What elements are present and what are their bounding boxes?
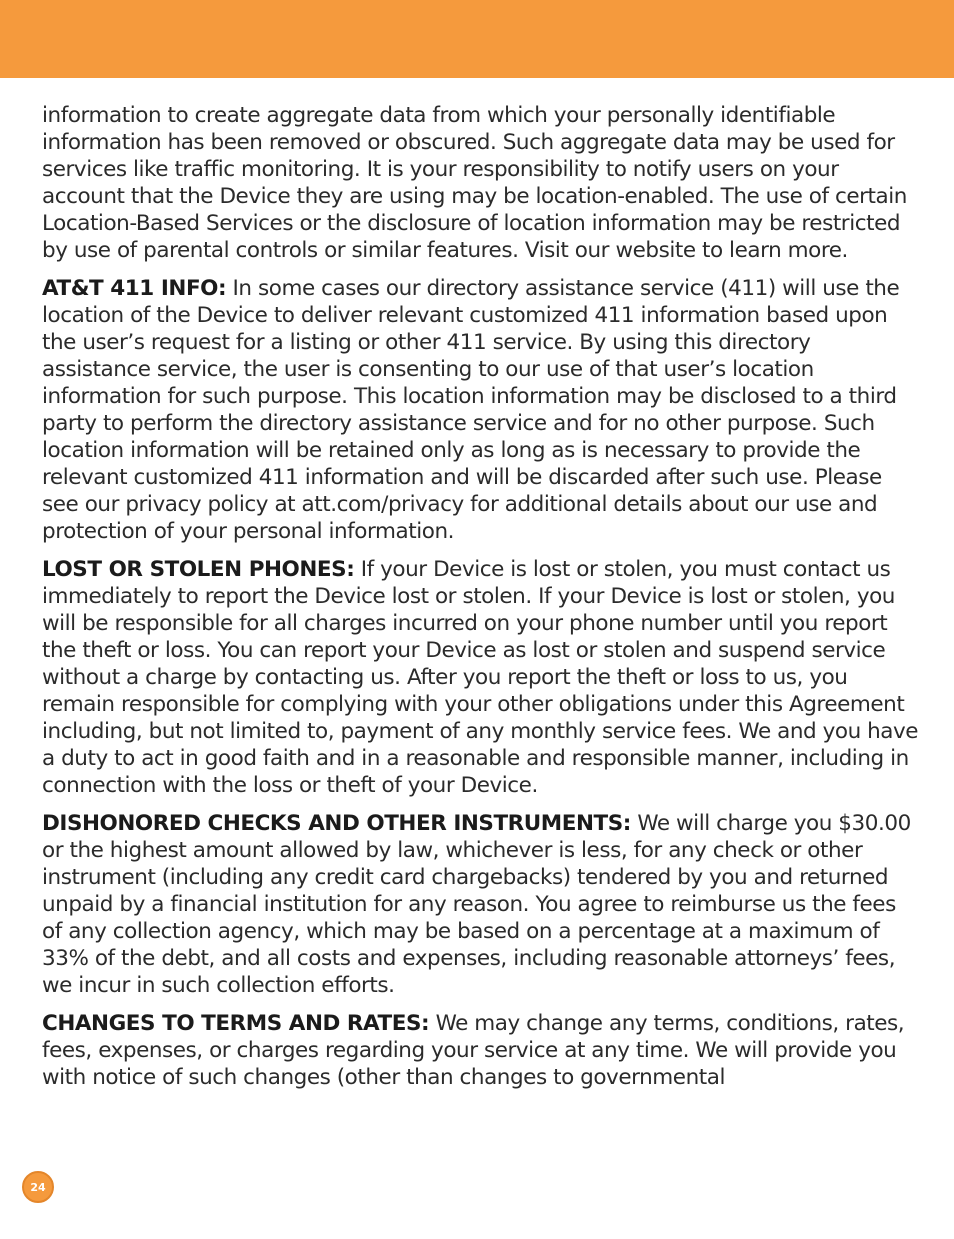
paragraph-text: If your Device is lost or stolen, you must contact us immediately to report the Device lost or stolen. If your Device is lost or stolen, you will be responsible for all charges incurred on your phone number until you report the theft or loss. You can report your Device as lost or stolen and suspend service without a charge by contacting us. After you report the theft or loss to us, you remain responsible for complying with your other obligations under this Agreement including, but not limited to, payment of any monthly service fees. We and you have a duty to act in good faith and in a reasonable and responsible manner, including in connection with the loss or theft of your Device. — [42, 557, 919, 798]
paragraph-text: In some cases our directory assistance service (411) will use the location of the Device to deliver relevant customized 411 information based upon the user’s request for a listing or other 411 service. By using this directory assistance service, the user is consenting to our use of that user’s location information for such purpose. This location information may be disclosed to a third party to perform the directory assistance service and for no other purpose. Such location information will be retained only as long as is necessary to provide the relevant customized 411 information and will be discarded after such use. Please see our privacy policy at att.com/privacy for additional details about our use and protection of your personal information. — [42, 276, 900, 544]
section-heading: AT&T 411 INFO: — [42, 276, 227, 301]
section-heading: DISHONORED CHECKS AND OTHER INSTRUMENTS: — [42, 811, 631, 836]
paragraph-lost-or-stolen-phones — [42, 556, 922, 799]
page-number-badge: 24 — [22, 1171, 54, 1203]
paragraph-text: information to create aggregate data from which your personally identifiable information has been removed or obscured. Such aggregate data may be used for services like traffic monitoring. It is your responsibility to notify users on your account that the Device they are using may be location-enabled. The use of certain Location-Based Services or the disclosure of location information may be restricted by use of parental controls or similar features. Visit our website to learn more. — [42, 103, 907, 263]
document-body — [42, 102, 922, 1102]
paragraph-dishonored-checks — [42, 810, 922, 999]
section-heading: CHANGES TO TERMS AND RATES: — [42, 1011, 430, 1036]
paragraph-text: We will charge you $30.00 or the highest amount allowed by law, whichever is less, for any check or other instrument (including any credit card chargebacks) tendered by you and returned unpaid by a financial institution for any reason. You agree to reimburse us the fees of any collection agency, which may be based on a percentage at a maximum of 33% of the debt, and all costs and expenses, including reasonable attorneys’ fees, we incur in such collection efforts. — [42, 811, 911, 998]
section-heading: LOST OR STOLEN PHONES: — [42, 557, 355, 582]
header-bar — [0, 0, 954, 78]
paragraph-text: We may change any terms, conditions, rates, fees, expenses, or charges regarding your service at any time. We will provide you with notice of such changes (other than changes to governmental — [42, 1011, 905, 1090]
paragraph-changes-to-terms — [42, 1010, 922, 1091]
paragraph-location-continued — [42, 102, 922, 264]
paragraph-att-411-info — [42, 275, 922, 545]
